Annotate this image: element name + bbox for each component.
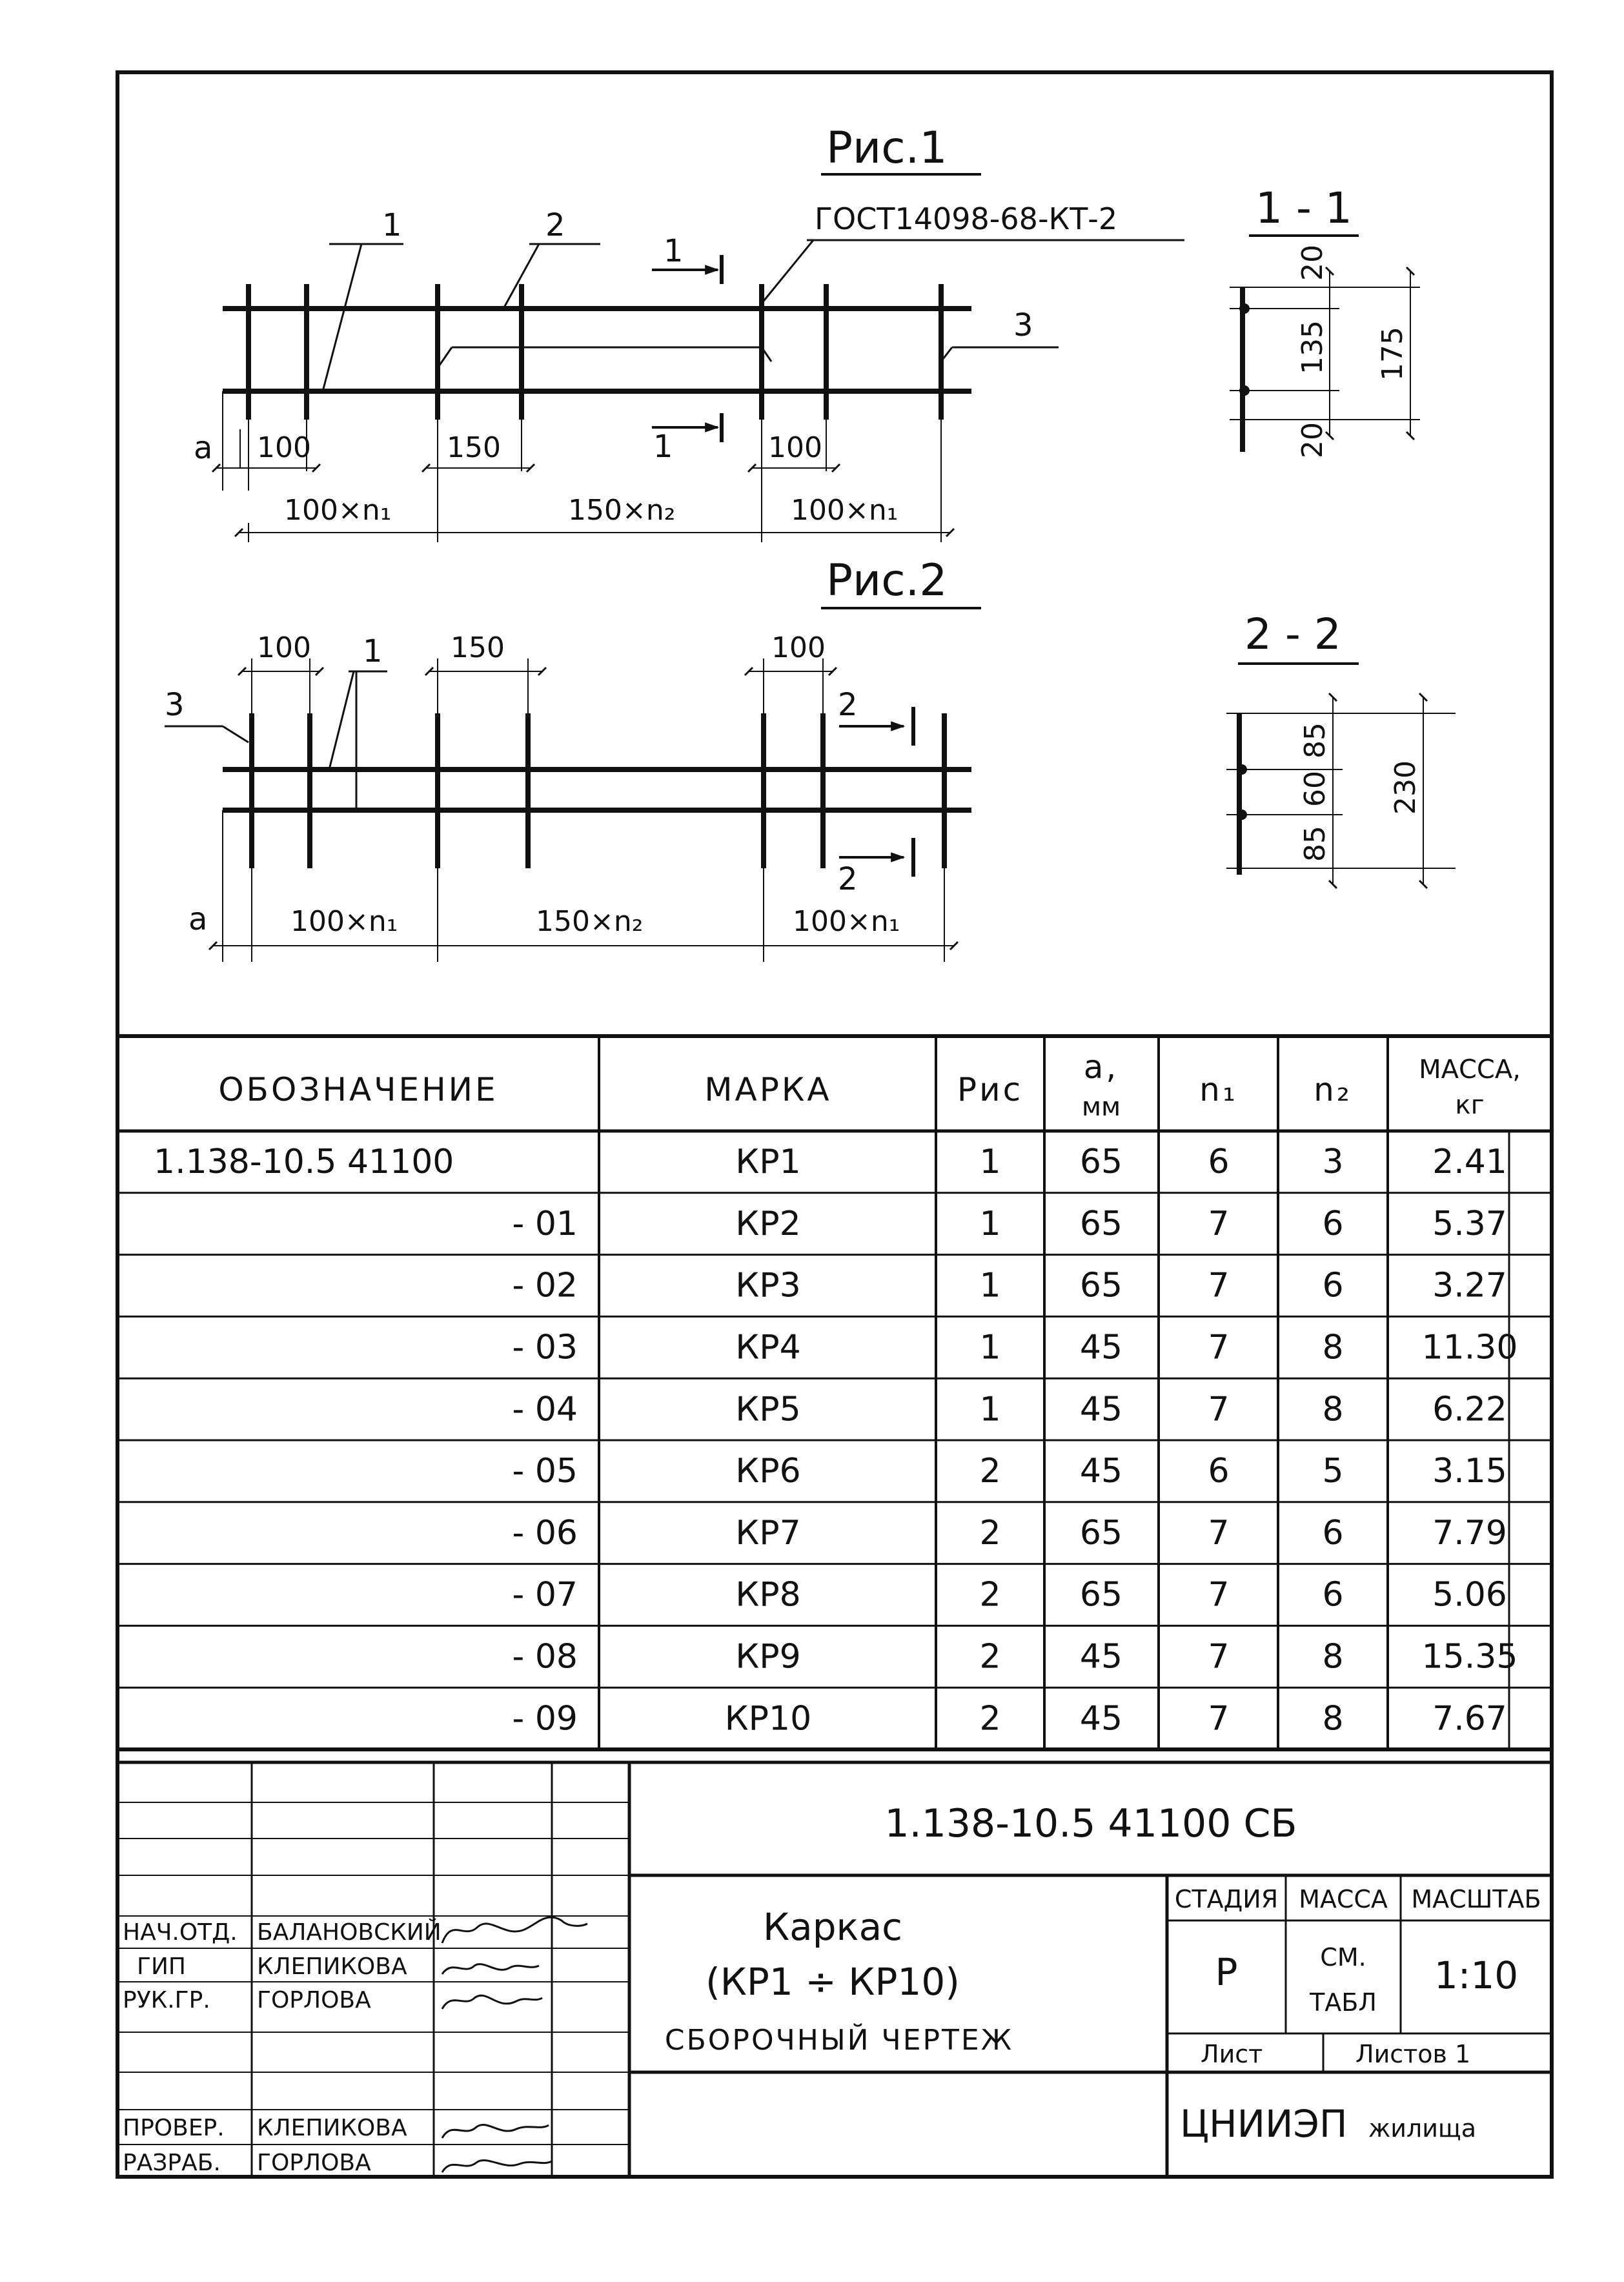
- cell-n1: 7: [1208, 1266, 1230, 1305]
- fig2-dim-n1-left: 100×n₁: [290, 905, 398, 938]
- section1-dim-20-bottom: 20: [1296, 422, 1329, 458]
- cell-designation: - 06: [512, 1513, 578, 1553]
- signature-3: [442, 1995, 542, 2009]
- scale-value: 1:10: [1434, 1953, 1519, 1997]
- figure-2: [165, 555, 981, 962]
- section2-dim-230: 230: [1389, 760, 1422, 815]
- cell-mass: 7.79: [1432, 1513, 1507, 1553]
- cell-mark: КР9: [735, 1637, 801, 1676]
- cell-n2: 3: [1322, 1143, 1344, 1182]
- cell-a: 65: [1079, 1513, 1123, 1553]
- cell-a: 45: [1079, 1699, 1123, 1738]
- table-row: [513, 1329, 1518, 1367]
- col-scale: МАСШТАБ: [1411, 1885, 1541, 1913]
- cell-mark: КР3: [735, 1266, 801, 1305]
- cell-fig: 1: [979, 1143, 1001, 1182]
- sig-name-2: КЛЕПИКОВА: [257, 1953, 407, 1980]
- section2-title: 2 - 2: [1244, 609, 1341, 659]
- cell-a: 65: [1079, 1266, 1123, 1305]
- table-header-mass-unit: кг: [1455, 1090, 1485, 1120]
- sig-name-1: БАЛАНОВСКИЙ: [257, 1919, 442, 1946]
- fig2-cut-mark-bottom: 2: [838, 861, 858, 897]
- table-header-mass: МАССА,: [1419, 1055, 1521, 1085]
- cell-n2: 8: [1322, 1328, 1344, 1367]
- specification-table: [117, 1036, 1552, 1749]
- fig2-callout-3: 3: [165, 687, 185, 723]
- cell-a: 65: [1079, 1204, 1123, 1243]
- title-block: [117, 1762, 1552, 2177]
- fig2-dim-100-left: 100: [257, 631, 311, 664]
- fig1-cut-mark-bottom: 1: [653, 429, 673, 465]
- cell-n1: 7: [1208, 1513, 1230, 1553]
- table-row: [513, 1576, 1507, 1615]
- section2-dim-85-bottom: 85: [1299, 826, 1332, 862]
- table-row: [513, 1638, 1518, 1676]
- fig1-dim-a: а: [194, 430, 213, 466]
- cell-n1: 7: [1208, 1390, 1230, 1429]
- fig1-dim-n1-left: 100×n₁: [284, 494, 392, 527]
- cell-fig: 2: [979, 1575, 1001, 1615]
- cell-fig: 1: [979, 1266, 1001, 1305]
- cell-designation: - 07: [512, 1575, 578, 1615]
- col-mass: МАССА: [1299, 1885, 1388, 1913]
- cell-mark: КР8: [735, 1575, 801, 1615]
- fig2-title: Рис.2: [826, 555, 948, 606]
- cell-mark: КР2: [735, 1204, 801, 1243]
- fig1-dim-n2: 150×n₂: [568, 494, 676, 527]
- table-header-n1: n₁: [1199, 1071, 1238, 1108]
- product-range: (КР1 ÷ КР10): [705, 1960, 960, 2004]
- section1-dim-135: 135: [1296, 320, 1329, 374]
- cell-n2: 6: [1322, 1204, 1344, 1243]
- section1-dim-20-top: 20: [1296, 245, 1329, 281]
- table-header-a-unit: мм: [1081, 1092, 1121, 1122]
- sig-role-1: НАЧ.ОТД.: [123, 1919, 238, 1946]
- fig2-dim-a: а: [188, 901, 208, 937]
- org-name: ЦНИИЭП: [1180, 2102, 1348, 2146]
- cell-fig: 2: [979, 1513, 1001, 1553]
- mass-value-2: ТАБЛ: [1310, 1988, 1377, 2017]
- fig1-cut-mark-top: 1: [664, 233, 684, 269]
- cell-n1: 7: [1208, 1328, 1230, 1367]
- table-row: [513, 1452, 1507, 1491]
- cell-mass: 11.30: [1421, 1328, 1518, 1367]
- fig1-dim-n1-right: 100×n₁: [791, 494, 898, 527]
- sheets-count: Листов 1: [1355, 2040, 1471, 2068]
- cell-fig: 1: [979, 1328, 1001, 1367]
- cell-n2: 6: [1322, 1513, 1344, 1553]
- fig1-gost-label: ГОСТ14098-68-КТ-2: [815, 201, 1118, 236]
- stage-value: Р: [1215, 1950, 1238, 1994]
- fig2-dim-150: 150: [451, 631, 505, 664]
- table-row: [513, 1267, 1507, 1305]
- cell-mass: 2.41: [1432, 1143, 1507, 1182]
- fig2-dim-n2: 150×n₂: [536, 905, 644, 938]
- cell-n2: 5: [1322, 1452, 1344, 1491]
- table-header-a: а,: [1083, 1048, 1119, 1086]
- sig-role-2: ГИП: [137, 1953, 186, 1980]
- table-header-mark: МАРКА: [704, 1071, 832, 1108]
- cell-designation: - 02: [512, 1266, 578, 1305]
- fig2-dim-100-right: 100: [771, 631, 826, 664]
- cell-a: 65: [1079, 1575, 1123, 1615]
- table-header-n2: n₂: [1314, 1071, 1352, 1108]
- cell-a: 45: [1079, 1390, 1123, 1429]
- sheet-label: Лист: [1201, 2040, 1263, 2068]
- cell-mass: 7.67: [1432, 1699, 1507, 1738]
- cell-n1: 7: [1208, 1575, 1230, 1615]
- section-1-1: [1230, 183, 1420, 458]
- cell-designation: - 04: [512, 1390, 578, 1429]
- table-row: [513, 1205, 1507, 1243]
- cell-mark: КР7: [735, 1513, 801, 1553]
- section2-dim-85-top: 85: [1299, 722, 1332, 759]
- fig1-dim-100-right: 100: [768, 431, 822, 464]
- sig-name-4: КЛЕПИКОВА: [257, 2115, 407, 2141]
- signature-4: [442, 2124, 549, 2138]
- fig1-callout-3: 3: [1013, 307, 1033, 343]
- org-suffix: жилища: [1368, 2114, 1476, 2143]
- cell-a: 65: [1079, 1143, 1123, 1182]
- table-header-designation: ОБОЗНАЧЕНИЕ: [218, 1071, 498, 1108]
- sig-name-3: ГОРЛОВА: [257, 1987, 371, 2013]
- cell-mark: КР10: [724, 1699, 812, 1738]
- cell-designation: - 05: [512, 1452, 578, 1491]
- table-row: [513, 1514, 1507, 1553]
- sig-name-5: ГОРЛОВА: [257, 2150, 371, 2176]
- cell-mass: 6.22: [1432, 1390, 1507, 1429]
- cell-n1: 7: [1208, 1699, 1230, 1738]
- signature-2: [442, 1964, 539, 1974]
- fig2-callout-1: 1: [363, 633, 383, 669]
- cell-designation: - 03: [512, 1328, 578, 1367]
- cell-fig: 1: [979, 1390, 1001, 1429]
- signature-5: [442, 2161, 552, 2172]
- cell-n2: 6: [1322, 1575, 1344, 1615]
- table-row: [513, 1390, 1507, 1429]
- figure-1: [194, 123, 1184, 542]
- cell-mass: 15.35: [1421, 1637, 1518, 1676]
- cell-mass: 3.27: [1432, 1266, 1507, 1305]
- doc-code: 1.138-10.5 41100 СБ: [884, 1801, 1297, 1846]
- cell-designation: - 09: [512, 1699, 578, 1738]
- cell-n1: 6: [1208, 1452, 1230, 1491]
- cell-mark: КР1: [735, 1143, 801, 1182]
- fig2-cut-mark-top: 2: [838, 687, 858, 723]
- cell-n2: 8: [1322, 1699, 1344, 1738]
- fig1-dim-150: 150: [447, 431, 501, 464]
- cell-mark: КР6: [735, 1452, 801, 1491]
- fig1-callout-2: 2: [545, 207, 565, 243]
- fig2-dim-n1-right: 100×n₁: [793, 905, 900, 938]
- cell-mark: КР4: [735, 1328, 801, 1367]
- cell-fig: 2: [979, 1637, 1001, 1676]
- table-row: [154, 1143, 1507, 1181]
- cell-fig: 2: [979, 1452, 1001, 1491]
- sig-role-3: РУК.ГР.: [123, 1987, 210, 2013]
- cell-mark: КР5: [735, 1390, 801, 1429]
- cell-mass: 5.06: [1432, 1575, 1507, 1615]
- cell-a: 45: [1079, 1328, 1123, 1367]
- sig-role-4: ПРОВЕР.: [123, 2115, 225, 2141]
- cell-a: 45: [1079, 1637, 1123, 1676]
- cell-designation: - 08: [512, 1637, 578, 1676]
- cell-n2: 6: [1322, 1266, 1344, 1305]
- signature-1: [442, 1917, 587, 1943]
- section-2-2: [1226, 609, 1456, 884]
- cell-n1: 7: [1208, 1637, 1230, 1676]
- cell-a: 45: [1079, 1452, 1123, 1491]
- cell-designation: 1.138-10.5 41100: [154, 1143, 454, 1182]
- drawing-type: СБОРОЧНЫЙ ЧЕРТЕЖ: [664, 2024, 1014, 2057]
- fig1-dim-100-left: 100: [257, 431, 311, 464]
- section1-title: 1 - 1: [1255, 183, 1352, 233]
- cell-mass: 5.37: [1432, 1204, 1507, 1243]
- cell-n1: 6: [1208, 1143, 1230, 1182]
- col-stage: СТАДИЯ: [1174, 1885, 1279, 1913]
- table-row: [513, 1699, 1507, 1738]
- fig1-callout-1: 1: [382, 207, 402, 243]
- cell-mass: 3.15: [1432, 1452, 1507, 1491]
- cell-n2: 8: [1322, 1637, 1344, 1676]
- fig1-title: Рис.1: [826, 123, 948, 174]
- section1-dim-175: 175: [1376, 327, 1409, 381]
- mass-value-1: СМ.: [1320, 1943, 1366, 1971]
- cell-fig: 2: [979, 1699, 1001, 1738]
- cell-n1: 7: [1208, 1204, 1230, 1243]
- cell-n2: 8: [1322, 1390, 1344, 1429]
- sig-role-5: РАЗРАБ.: [123, 2150, 221, 2176]
- section2-dim-60: 60: [1299, 771, 1332, 807]
- cell-designation: - 01: [512, 1204, 578, 1243]
- table-header-fig: Рис: [957, 1071, 1024, 1108]
- sheet-frame: [117, 72, 1552, 2177]
- cell-fig: 1: [979, 1204, 1001, 1243]
- product-name: Каркас: [763, 1905, 902, 1949]
